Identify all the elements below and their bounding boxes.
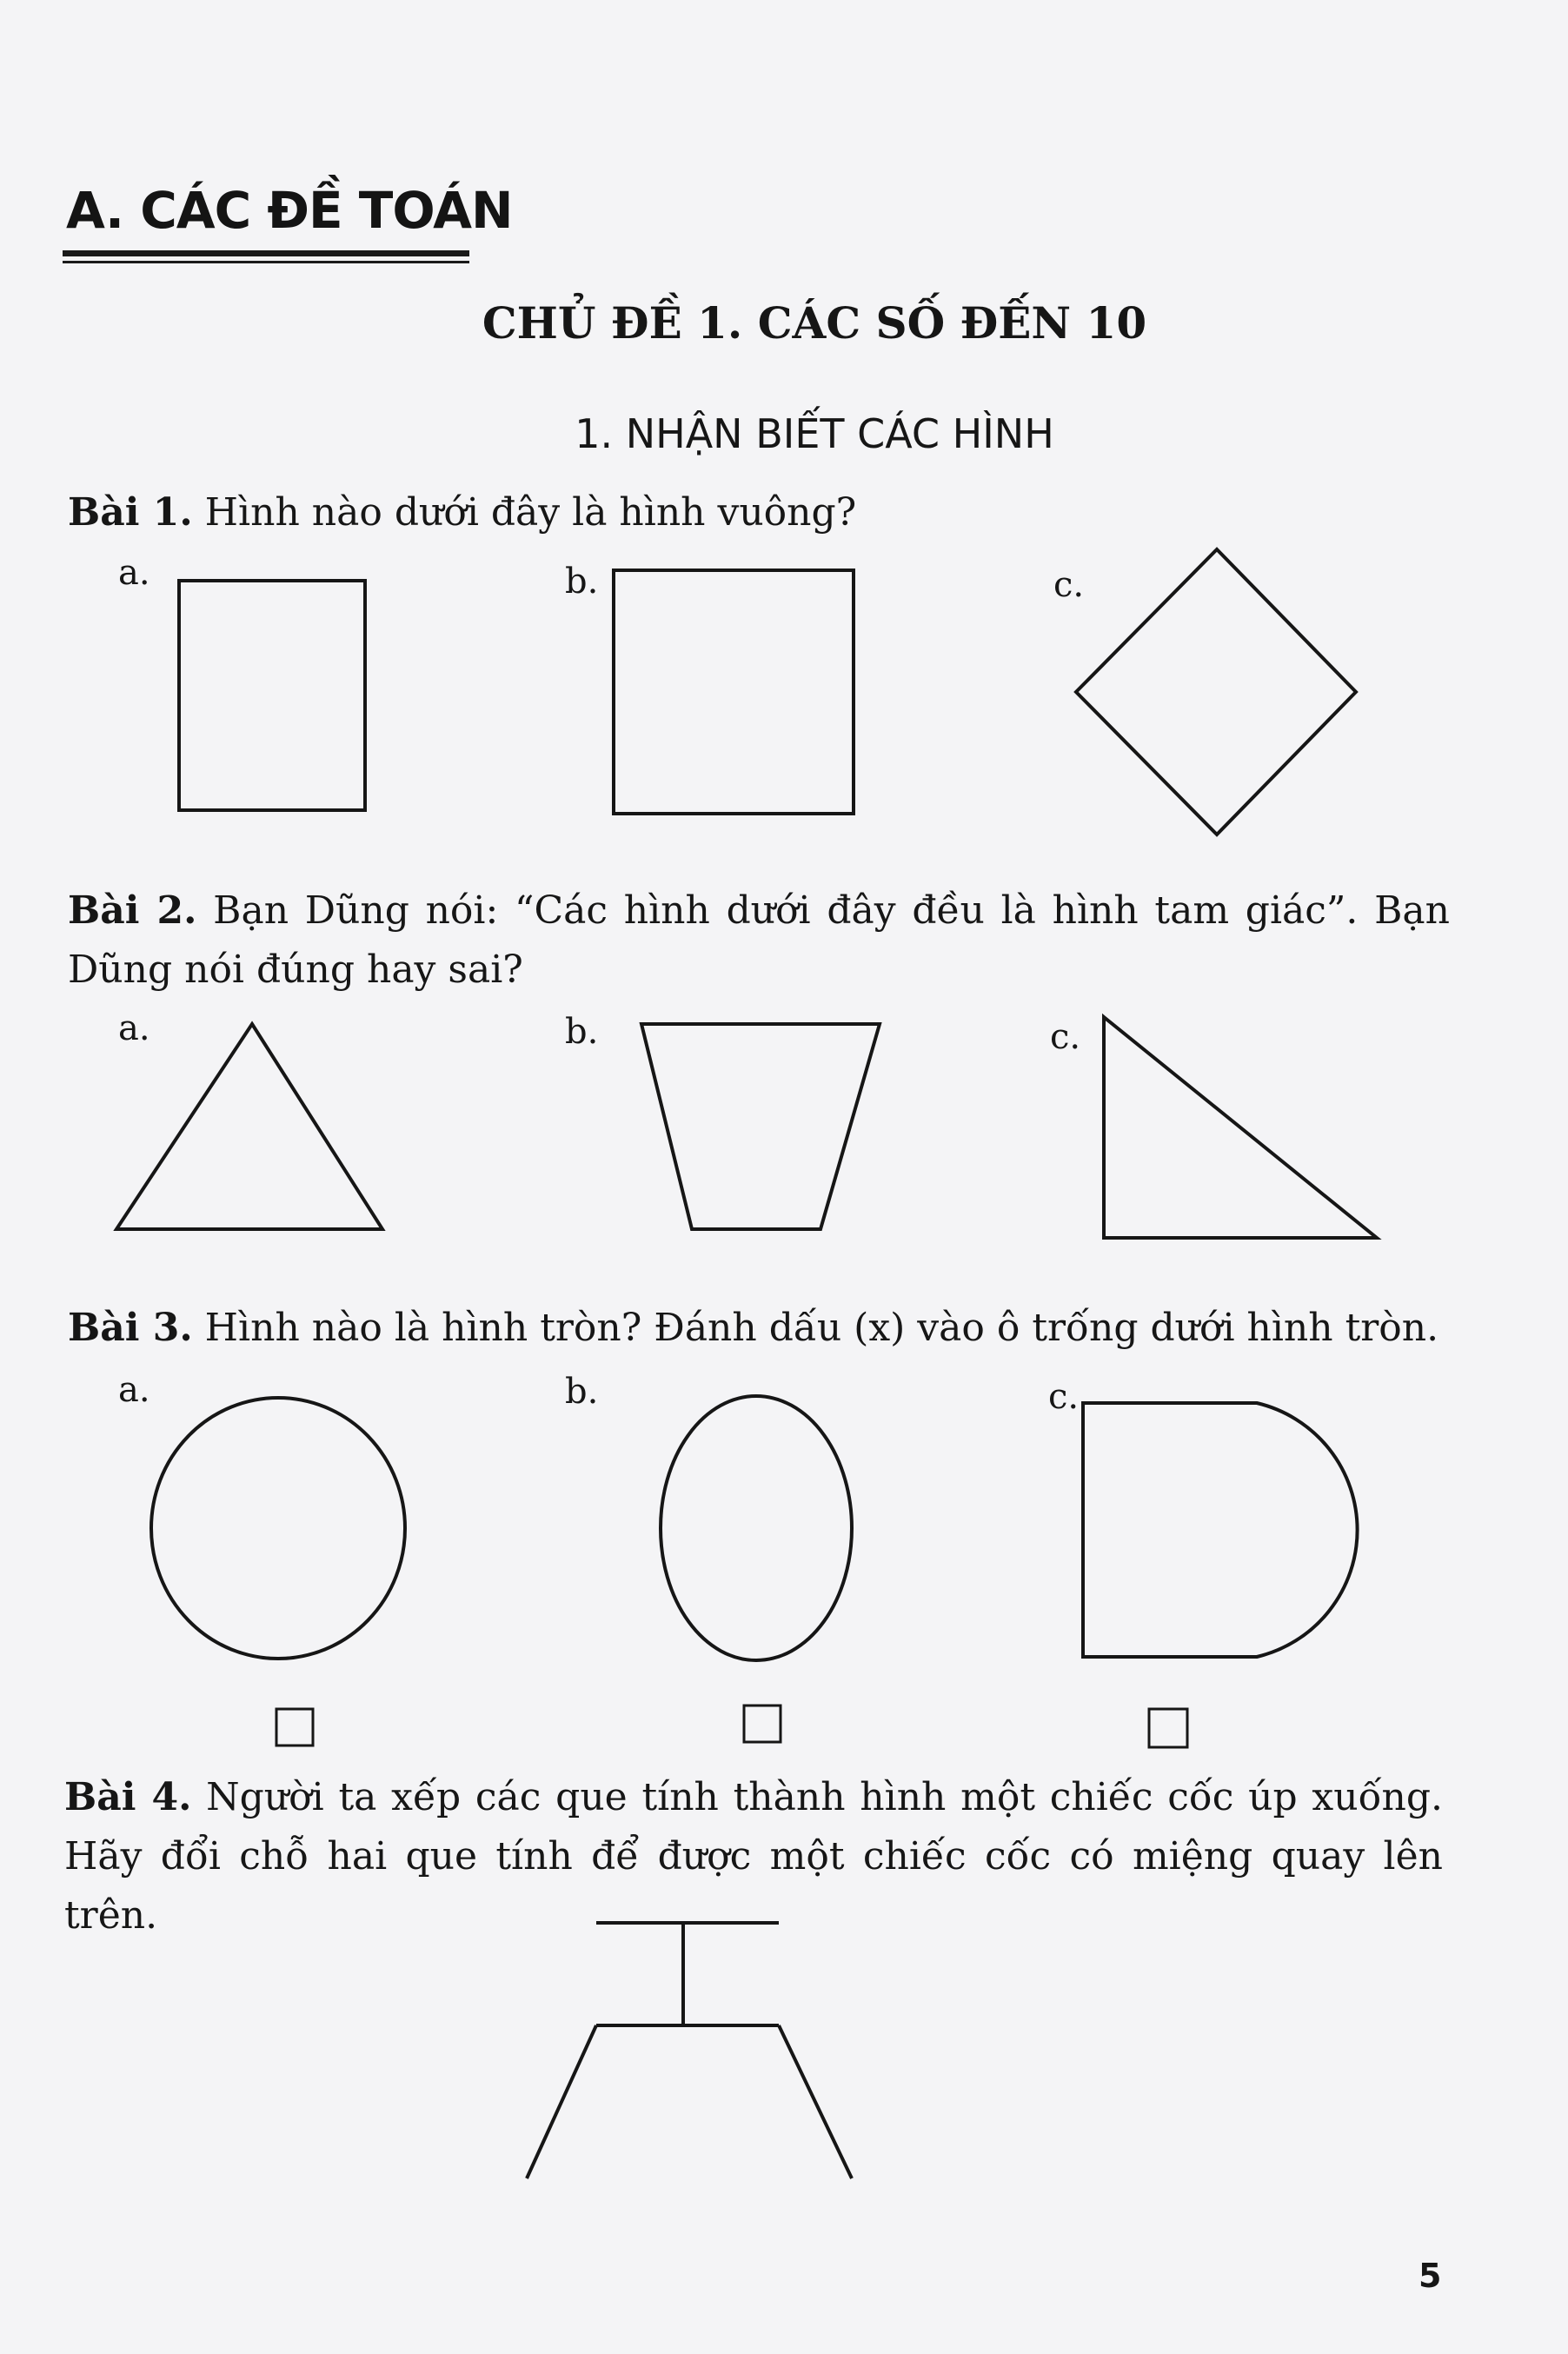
- problem-2-option-c: c.: [1050, 1017, 1081, 1057]
- problem-4-stick-left: [527, 2025, 596, 2178]
- problem-3-option-c: c.: [1048, 1377, 1080, 1417]
- problem-2-option-a: a.: [118, 1008, 150, 1048]
- problem-3-answer-box-a: [276, 1709, 313, 1746]
- problem-2-triangle-a: [116, 1024, 382, 1229]
- problem-2-label: Bài 2.: [68, 888, 197, 933]
- problem-3-d-shape-c: [1083, 1403, 1358, 1657]
- subsection-title: 1. NHẬN BIẾT CÁC HÌNH: [575, 410, 1054, 457]
- problem-3-answer-box-b: [744, 1706, 781, 1742]
- problem-2-trapezoid-b: [641, 1024, 880, 1229]
- problem-1-square-b: [614, 570, 854, 814]
- problem-4-text: Người ta xếp các que tính thành hình một chiếc cốc úp xuống. Hãy đổi chỗ hai que tính để được một chiếc cốc có miệng quay lên trên.: [64, 1775, 1443, 1938]
- problem-2-option-b: b.: [565, 1012, 599, 1052]
- problem-2-text: Bạn Dũng nói: “Các hình dưới đây đều là hình tam giác”. Bạn Dũng nói đúng hay sai?: [68, 888, 1450, 992]
- page-number: 5: [1419, 2257, 1442, 2295]
- problem-3-option-b: b.: [565, 1372, 599, 1412]
- problem-1-diamond-c: [1076, 549, 1356, 835]
- problem-2-right-triangle-c: [1104, 1017, 1377, 1238]
- problem-4-stick-right: [779, 2025, 852, 2178]
- problem-3-answer-box-c: [1149, 1709, 1187, 1747]
- problem-3-ellipse-b: [661, 1396, 852, 1660]
- problem-4-label: Bài 4.: [64, 1775, 192, 1819]
- problem-3-label: Bài 3.: [68, 1306, 193, 1350]
- problem-1-rectangle-a: [179, 581, 365, 810]
- chapter-title: CHỦ ĐỀ 1. CÁC SỐ ĐẾN 10: [482, 297, 1147, 349]
- problem-1-label: Bài 1.: [68, 490, 193, 535]
- problem-3-text: Hình nào là hình tròn? Đánh dấu (x) vào ô trống dưới hình tròn.: [204, 1306, 1439, 1350]
- section-title: A. CÁC ĐỀ TOÁN: [66, 181, 513, 240]
- problem-3-option-a: a.: [118, 1370, 150, 1410]
- problem-1-text: Hình nào dưới đây là hình vuông?: [204, 490, 857, 535]
- problem-1-option-a: a.: [118, 553, 150, 593]
- problem-3-circle-a: [151, 1398, 405, 1659]
- problem-1-option-c: c.: [1053, 565, 1085, 605]
- problem-1-option-b: b.: [565, 562, 599, 602]
